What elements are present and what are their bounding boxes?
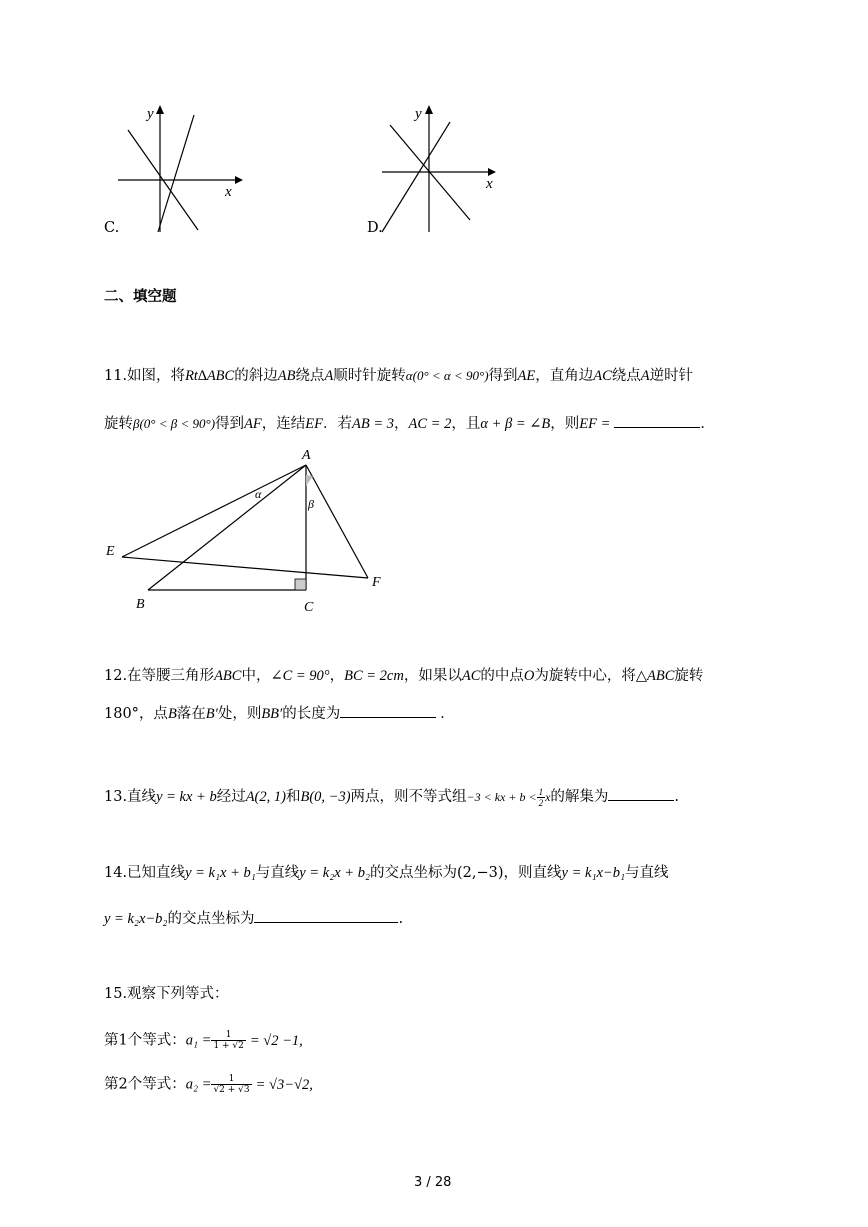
- answer-blank: [608, 786, 674, 801]
- answer-blank: [254, 908, 398, 923]
- q13-line: 13.直线y = kx + b经过A(2, 1)和B(0, −3)两点，则不等式组−3 < kx + b < $\frac{1}{2}$ x的解集为 .: [104, 786, 680, 808]
- q11-figure: [100, 440, 400, 620]
- point-c-label: C: [304, 600, 314, 615]
- graph-c: [100, 100, 260, 240]
- point-a-label: A: [302, 448, 311, 463]
- q14-line2: y = k₂x−b₂的交点坐标为 .: [104, 908, 403, 929]
- point-b-label: B: [136, 597, 145, 612]
- option-d-label: D.: [367, 220, 383, 236]
- point-f-label: F: [372, 575, 381, 590]
- q15-eq1: 第1个等式：a₁ = $\frac{1}{1 + √2}$ = √2 −1,: [104, 1030, 303, 1051]
- y-axis-label: y: [415, 106, 422, 122]
- q12-line1: 12.在等腰三角形ABC中，∠C = 90°，BC = 2cm，如果以AC的中点O为旋转中心，将△ABC旋转: [104, 668, 704, 684]
- alpha-label: α: [255, 487, 262, 501]
- x-axis-label: x: [486, 176, 493, 192]
- q14-line1: 14.已知直线y = k₁x + b₁与直线y = k₂x + b₂的交点坐标为(2,−3)，则直线y = k₁x−b₁与直线: [104, 865, 669, 881]
- q15-eq2: 第2个等式：a₂ = $\frac{1}{√2 + √3}$ = √3−√2,: [104, 1074, 313, 1095]
- page-number: 3 / 28: [414, 1175, 452, 1190]
- answer-blank: [614, 413, 700, 428]
- answer-blank: [340, 703, 436, 718]
- x-axis-label: x: [225, 184, 232, 200]
- y-axis-label: y: [147, 106, 154, 122]
- graph-d: [370, 100, 530, 240]
- q12-line2: 180°，点B落在B′处，则BB′的长度为 ．: [104, 703, 455, 724]
- q11-line2: 旋转β(0° < β < 90°)得到AF，连结EF．若AB = 3，AC = 2，且α + β = ∠B，则EF = ．: [104, 413, 715, 434]
- q15-title: 15.观察下列等式：: [104, 986, 229, 1002]
- option-c-label: C.: [104, 220, 120, 236]
- beta-label: β: [308, 497, 314, 511]
- q11-line1: 11.如图，将Rt∆ABC的斜边AB绕点A顺时针旋转α(0° < α < 90°)得到AE，直角边AC绕点A逆时针: [104, 368, 694, 384]
- section-title: 二、填空题: [104, 289, 177, 305]
- point-e-label: E: [106, 544, 115, 559]
